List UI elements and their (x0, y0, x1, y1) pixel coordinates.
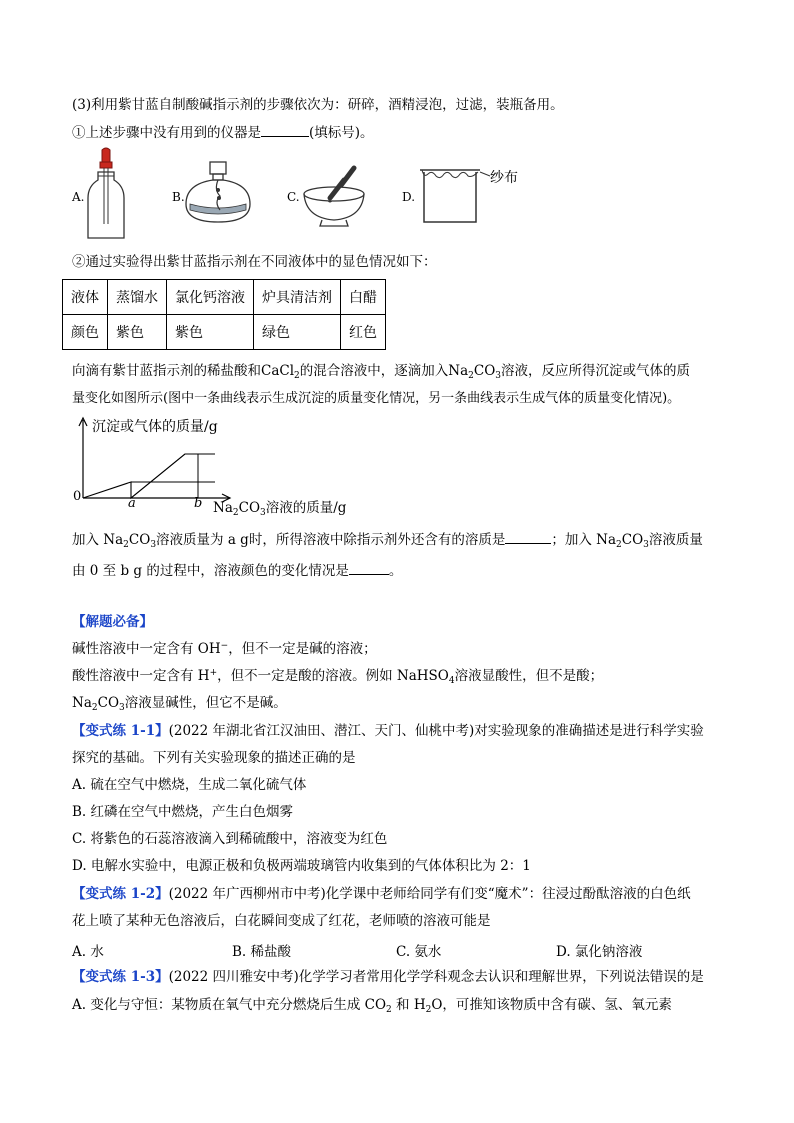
exercise-1-1-stem2: 探究的基础。下列有关实验现象的描述正确的是 (72, 750, 356, 766)
exercise-1-3-option-a[interactable]: A. 变化与守恒：某物质在氧气中充分燃烧后生成 $CO_2$ 和 $H_2O$，可推知该物质中含有碳、氢、氧元素 (72, 997, 672, 1015)
q3-para1: 向滴有紫甘蓝指示剂的稀盐酸和CaCl$_2$的混合溶液中，逐滴加入$Na_2CO_3$溶液，反应所得沉淀或气体的质 (72, 363, 691, 381)
exercise-1-1-option-d[interactable]: D. 电解水实验中，电源正极和负极两端玻璃管内收集到的气体体积比为 2：1 (72, 858, 531, 874)
table-cell: 白醋 (341, 280, 386, 315)
exercise-1-2-stem2: 花上喷了某种无色溶液后，白花瞬间变成了红花，老师喷的溶液可能是 (72, 913, 491, 929)
graph-xlabel: $Na_2CO_3$溶液的质量/g (213, 500, 347, 518)
apparatus-d-label: D. (402, 190, 416, 204)
exercise-1-2-option-d[interactable]: D. 氯化钠溶液 (556, 944, 643, 960)
table-cell: 颜色 (63, 315, 108, 350)
exercise-1-1-stem: 【变式练 1-1】(2022 年湖北省江汉油田、潜江、天门、仙桃中考)对实验现象的准确描述是进行科学实验 (72, 723, 704, 739)
exercise-1-2-stem: 【变式练 1-2】(2022 年广西柳州市中考)化学课中老师给同学有们变“魔术”：往浸过酚酞溶液的白色纸 (72, 886, 691, 902)
graph-origin: 0 (73, 489, 82, 504)
curve-gas-precipitate (83, 454, 215, 498)
graph-tick-b: b (194, 496, 203, 511)
exercise-1-2-option-b[interactable]: B. 稀盐酸 (232, 944, 292, 960)
exercise-1-3-stem: 【变式练 1-3】(2022 四川雅安中考)化学学习者常用化学学科观念去认识和理解世界，下列说法错误的是 (72, 969, 704, 985)
graph-tick-a: a (128, 496, 136, 511)
table-row (63, 280, 386, 315)
indicator-color-table (62, 279, 386, 350)
exercise-1-2-option-a[interactable]: A. 水 (72, 944, 104, 960)
answer-blank[interactable] (505, 531, 551, 544)
gauze-label: 纱布 (490, 170, 518, 186)
exercise-1-1-option-b[interactable]: B. 红磷在空气中燃烧，产生白色烟雾 (72, 804, 294, 820)
curve-line (131, 454, 185, 498)
table-row (63, 315, 386, 350)
table-cell: 紫色 (108, 315, 167, 350)
q3-para2: 量变化如图所示(图中一条曲线表示生成沉淀的质量变化情况，另一条曲线表示生成气体的质量变化情况)。 (72, 391, 681, 406)
essentials-title: 【解题必备】 (72, 614, 153, 630)
exercise-1-1-option-c[interactable]: C. 将紫色的石蕊溶液滴入到稀硫酸中，溶液变为红色 (72, 831, 388, 847)
q3-sub1: ①上述步骤中没有用到的仪器是 (填标号)。 (72, 125, 374, 141)
q3-question-line2: 由 0 至 b g 的过程中，溶液颜色的变化情况是 。 (72, 563, 403, 579)
table-cell: 绿色 (254, 315, 341, 350)
answer-blank[interactable] (349, 562, 389, 575)
apparatus-b-label: B. (172, 190, 185, 204)
alcohol-lamp-icon (180, 160, 256, 226)
table-cell: 炉具清洁剂 (254, 280, 341, 315)
essentials-line2: 酸性溶液中一定含有 H+，但不一定是酸的溶液。例如 NaHSO$_4$溶液显酸性，但不是酸； (72, 668, 604, 686)
q3-question-line1: 加入 $Na_2CO_3$溶液质量为 a g时，所得溶液中除指示剂外还含有的溶质是 ；加入 $Na_2CO_3$溶液质量 (72, 532, 703, 550)
exercise-1-2-option-c[interactable]: C. 氨水 (396, 944, 442, 960)
dropper-bottle-icon (84, 146, 128, 242)
q3-intro: (3)利用紫甘蓝自制酸碱指示剂的步骤依次为：研碎，酒精浸泡，过滤，装瓶备用。 (72, 97, 564, 113)
table-cell: 紫色 (167, 315, 254, 350)
table-cell: 液体 (63, 280, 108, 315)
essentials-line1: 碱性溶液中一定含有 OH−，但不一定是碱的溶液； (72, 641, 377, 657)
essentials-line3: $Na_2CO_3$溶液显碱性，但它不是碱。 (72, 695, 287, 713)
exercise-1-1-option-a[interactable]: A. 硫在空气中燃烧，生成二氧化硫气体 (72, 777, 307, 793)
mortar-pestle-icon (300, 164, 368, 228)
apparatus-a-label: A. (72, 190, 85, 204)
graph-ylabel: 沉淀或气体的质量/g (92, 419, 218, 435)
table-cell: 氯化钙溶液 (167, 280, 254, 315)
apparatus-c-label: C. (287, 190, 300, 204)
table-cell: 蒸馏水 (108, 280, 167, 315)
table-cell: 红色 (341, 315, 386, 350)
q3-sub2: ②通过实验得出紫甘蓝指示剂在不同液体中的显色情况如下： (72, 254, 437, 270)
answer-blank[interactable] (261, 124, 309, 137)
